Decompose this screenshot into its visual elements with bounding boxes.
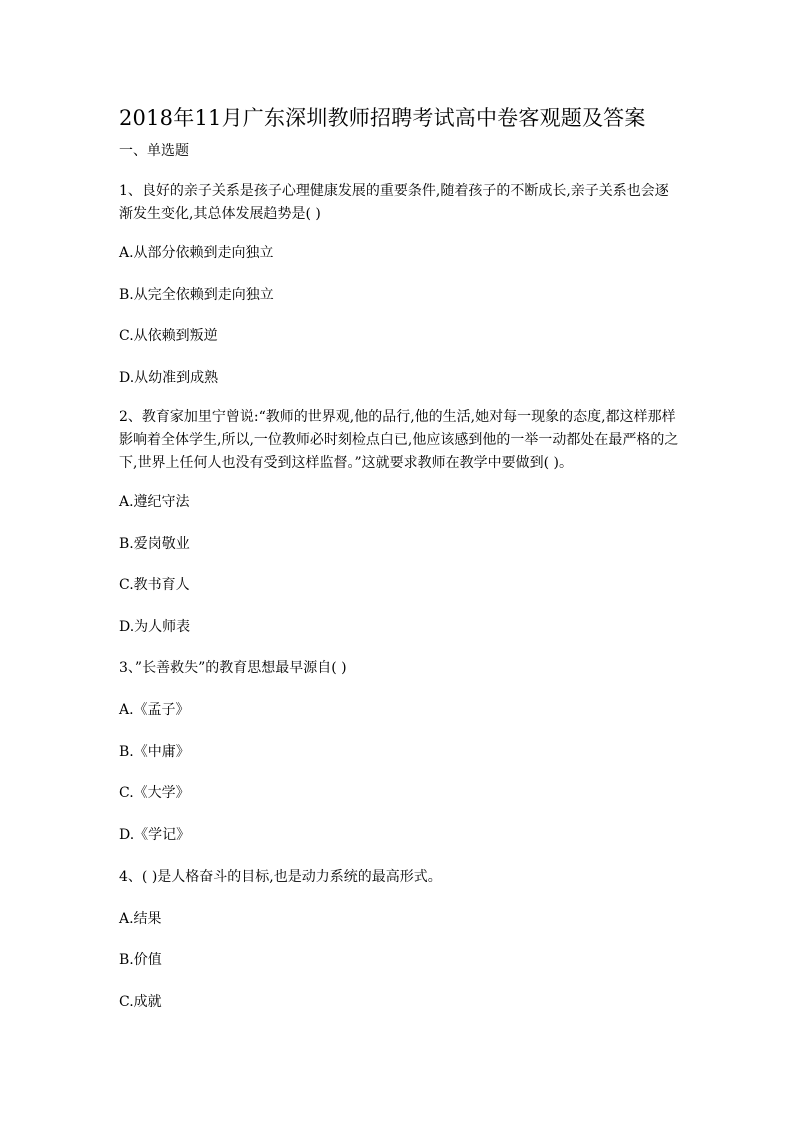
- question-4-option-a: A.结果: [119, 911, 162, 927]
- question-3-option-a: A.《孟子》: [119, 702, 190, 718]
- question-text-3: 3、”长善救失”的教育思想最早源自( ): [119, 660, 347, 676]
- question-text-1: 1、良好的亲子关系是孩子心理健康发展的重要条件,随着孩子的不断成长,亲子关系也会逐渐发生变化,其总体发展趋势是( ): [119, 183, 669, 222]
- question-1-option-a: A.从部分依赖到走向独立: [119, 245, 274, 261]
- question-3-option-d: D.《学记》: [119, 827, 191, 843]
- question-1-option-b: B.从完全依赖到走向独立: [119, 287, 274, 303]
- question-3-option-c: C.《大学》: [119, 785, 190, 801]
- question-2-option-a: A.遵纪守法: [119, 494, 190, 510]
- question-3-option-b: B.《中庸》: [119, 744, 190, 760]
- document-title: 2018年11月广东深圳教师招聘考试高中卷客观题及答案: [119, 106, 646, 130]
- question-4-option-b: B.价值: [119, 952, 162, 968]
- question-2-option-c: C.教书育人: [119, 577, 190, 593]
- question-1-option-c: C.从依赖到叛逆: [119, 328, 218, 344]
- question-text-2: 2、教育家加里宁曾说:“教师的世界观,他的品行,他的生活,她对每一现象的态度,都这样那样影响着全体学生,所以,一位教师必时刻检点白已,他应该感到他的一举一动都处在最严格的之下,世界上任何人也没有受到这样监督。”这就要求教师在教学中要做到( )。: [119, 409, 679, 471]
- question-text-4: 4、( )是人格奋斗的目标,也是动力系统的最高形式。: [119, 869, 442, 885]
- section-heading: 一、单选题: [119, 143, 189, 159]
- question-2-option-d: D.为人师表: [119, 619, 191, 635]
- question-1-option-d: D.从幼准到成熟: [119, 370, 219, 386]
- question-2-option-b: B.爱岗敬业: [119, 536, 190, 552]
- question-4-option-c: C.成就: [119, 994, 162, 1010]
